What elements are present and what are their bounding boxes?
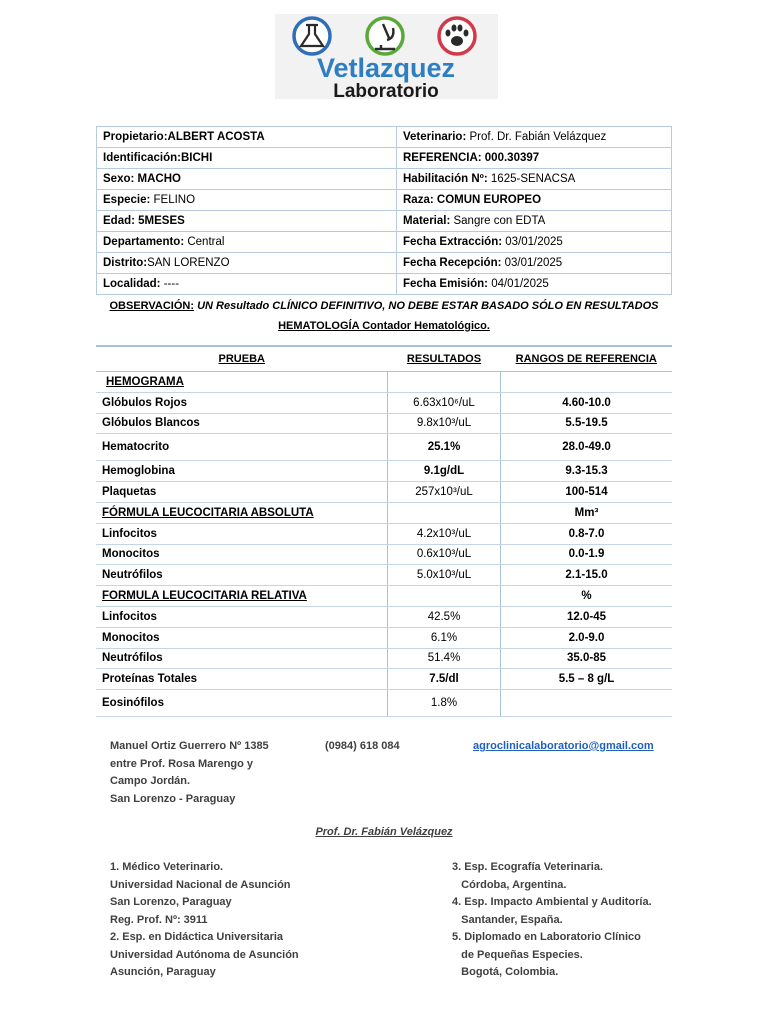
info-cell (397, 127, 672, 148)
test-result (388, 372, 501, 393)
info-cell (97, 127, 397, 148)
credential-line: Santander, España. (452, 913, 563, 926)
test-name: Eosinófilos (96, 690, 388, 717)
header-rangos: RANGOS DE REFERENCIA (501, 346, 673, 372)
info-value: Prof. Dr. Fabián Velázquez (466, 131, 607, 143)
result-row (96, 434, 672, 461)
info-value: 5MESES (134, 215, 185, 227)
credential-line: San Lorenzo, Paraguay (110, 896, 232, 908)
test-result: 6.1% (388, 627, 501, 648)
result-row (96, 523, 672, 544)
info-row (97, 148, 672, 169)
test-name: FORMULA LEUCOCITARIA RELATIVA (96, 586, 388, 607)
test-name: Hemoglobina (96, 461, 388, 482)
info-key: Especie: (103, 194, 151, 206)
result-row (96, 482, 672, 503)
info-key: Habilitación Nº: (403, 173, 488, 185)
info-value: FELINO (150, 194, 196, 206)
test-name: FÓRMULA LEUCOCITARIA ABSOLUTA (96, 502, 388, 523)
test-range: 12.0-45 (501, 606, 673, 627)
test-name: Glóbulos Rojos (96, 392, 388, 413)
test-result: 7.5/dl (388, 669, 501, 690)
info-key: Sexo: (103, 173, 135, 185)
test-name: Hematocrito (96, 434, 388, 461)
info-key: Fecha Recepción: (403, 257, 502, 269)
info-value: 1625-SENACSA (487, 173, 576, 185)
credential-line: Universidad Autónoma de Asunción (110, 948, 299, 961)
info-cell (97, 232, 397, 253)
observation-text: UN Resultado CLÍNICO DEFINITIVO, NO DEBE ESTAR BASADO SÓLO EN RESULTADOS (194, 300, 659, 312)
test-name: Glóbulos Blancos (96, 413, 388, 434)
credentials-right (452, 859, 652, 982)
info-value: BICHI (180, 152, 213, 164)
credential-line: Bogotá, Colombia. (452, 966, 559, 978)
credential-line: Córdoba, Argentina. (452, 878, 567, 891)
info-cell (97, 211, 397, 232)
test-result: 257x10³/uL (388, 482, 501, 503)
test-result (388, 586, 501, 607)
info-cell (97, 148, 397, 169)
test-name: Monocitos (96, 627, 388, 648)
credential-line: 5. Diplomado en Laboratorio Clínico (452, 931, 641, 943)
info-cell (397, 232, 672, 253)
observation-note (96, 300, 672, 312)
signature: Prof. Dr. Fabián Velázquez (315, 826, 453, 838)
info-cell (397, 190, 672, 211)
test-range (501, 372, 673, 393)
test-range: 5.5 – 8 g/L (501, 669, 673, 690)
info-cell (397, 148, 672, 169)
credential-line: Reg. Prof. Nº: 3911 (110, 913, 208, 926)
test-result: 9.8x10³/uL (388, 413, 501, 434)
test-result: 9.1g/dL (388, 461, 501, 482)
header-prueba: PRUEBA (96, 346, 388, 372)
result-row (96, 606, 672, 627)
observation-label: OBSERVACIÓN: (109, 300, 195, 312)
info-key: Edad: (103, 215, 135, 227)
info-value: MACHO (134, 173, 181, 185)
info-key: Identificación: (103, 152, 181, 164)
test-name: Proteínas Totales (96, 669, 388, 690)
test-result: 1.8% (388, 690, 501, 717)
info-cell (397, 253, 672, 274)
info-value: 04/01/2025 (488, 278, 549, 290)
test-name: Linfocitos (96, 523, 388, 544)
flask-icon (294, 18, 330, 54)
credential-line: 2. Esp. en Didáctica Universitaria (110, 931, 284, 943)
result-row (96, 502, 672, 523)
info-row (97, 127, 672, 148)
test-name: Monocitos (96, 544, 388, 565)
info-value: COMUN EUROPEO (433, 194, 542, 206)
credential-line: Universidad Nacional de Asunción (110, 878, 291, 891)
test-result: 4.2x10³/uL (388, 523, 501, 544)
test-range (501, 690, 673, 717)
test-result: 5.0x10³/uL (388, 565, 501, 586)
test-name: Neutrófilos (96, 648, 388, 669)
info-key: Propietario: (103, 131, 168, 143)
info-value: 03/01/2025 (502, 236, 563, 248)
info-row (97, 169, 672, 190)
result-row (96, 392, 672, 413)
info-row (97, 274, 672, 295)
info-row (97, 190, 672, 211)
credentials-left (110, 859, 299, 982)
result-row (96, 648, 672, 669)
info-cell (97, 253, 397, 274)
address-block (110, 738, 269, 808)
info-row (97, 232, 672, 253)
results-table (96, 345, 672, 717)
info-cell (97, 274, 397, 295)
email-link[interactable]: agroclinicalaboratorio@gmail.com (473, 740, 654, 752)
result-row (96, 372, 672, 393)
logo-subtitle: Laboratorio (333, 81, 439, 99)
result-row (96, 544, 672, 565)
info-cell (397, 274, 672, 295)
result-row (96, 461, 672, 482)
test-name: Linfocitos (96, 606, 388, 627)
header-resultados: RESULTADOS (388, 346, 501, 372)
info-key: Departamento: (103, 236, 185, 248)
test-range: 5.5-19.5 (501, 413, 673, 434)
info-key: Raza: (403, 194, 434, 206)
test-result (388, 502, 501, 523)
info-value: ALBERT ACOSTA (167, 131, 265, 143)
info-key: Material: (403, 215, 451, 227)
patient-info-table (96, 126, 672, 295)
address-line: San Lorenzo - Paraguay (110, 792, 236, 805)
info-value: 000.30397 (481, 152, 540, 164)
credential-line: 1. Médico Veterinario. (110, 861, 224, 873)
test-name: Plaquetas (96, 482, 388, 503)
info-value: SAN LORENZO (147, 257, 230, 269)
test-range: 4.60-10.0 (501, 392, 673, 413)
info-cell (97, 190, 397, 211)
info-key: Veterinario: (403, 131, 467, 143)
test-range: 2.1-15.0 (501, 565, 673, 586)
address-line: entre Prof. Rosa Marengo y (110, 757, 254, 770)
test-result: 25.1% (388, 434, 501, 461)
result-row (96, 586, 672, 607)
lab-logo (275, 14, 498, 99)
test-range: % (501, 586, 673, 607)
test-range: Mm³ (501, 502, 673, 523)
result-row (96, 627, 672, 648)
phone-number: (0984) 618 084 (325, 740, 400, 752)
test-name: Neutrófilos (96, 565, 388, 586)
info-cell (97, 169, 397, 190)
result-row (96, 413, 672, 434)
test-result: 42.5% (388, 606, 501, 627)
test-range: 35.0-85 (501, 648, 673, 669)
info-row (97, 253, 672, 274)
result-row (96, 565, 672, 586)
logo-brand: Vetlazquez (316, 53, 456, 83)
info-row (97, 211, 672, 232)
address-line: Manuel Ortiz Guerrero Nº 1385 (110, 740, 269, 752)
info-value: Central (184, 236, 225, 248)
test-range: 9.3-15.3 (501, 461, 673, 482)
credential-line: 4. Esp. Impacto Ambiental y Auditoría. (452, 896, 652, 908)
test-range: 2.0-9.0 (501, 627, 673, 648)
info-value: Sangre con EDTA (450, 215, 546, 227)
info-key: Distrito: (103, 257, 148, 269)
test-result: 0.6x10³/uL (388, 544, 501, 565)
info-value: 03/01/2025 (501, 257, 563, 269)
test-range: 28.0-49.0 (501, 434, 673, 461)
info-key: Localidad: (103, 278, 161, 290)
address-line: Campo Jordán. (110, 775, 191, 787)
credential-line: Asunción, Paraguay (110, 966, 216, 978)
info-value: ---- (160, 278, 180, 290)
test-range: 100-514 (501, 482, 673, 503)
test-result: 6.63x10⁶/uL (388, 392, 501, 413)
test-name: HEMOGRAMA (96, 372, 388, 393)
result-row (96, 669, 672, 690)
credential-line: 3. Esp. Ecografía Veterinaria. (452, 861, 604, 873)
result-row (96, 690, 672, 717)
hematology-title: HEMATOLOGÍA Contador Hematológico. (278, 320, 490, 332)
test-range: 0.0-1.9 (501, 544, 673, 565)
info-key: Fecha Extracción: (403, 236, 503, 248)
test-result: 51.4% (388, 648, 501, 669)
test-range: 0.8-7.0 (501, 523, 673, 544)
credential-line: de Pequeñas Especies. (452, 948, 583, 961)
info-cell (397, 169, 672, 190)
info-key: REFERENCIA: (403, 152, 482, 164)
info-key: Fecha Emisión: (403, 278, 488, 290)
info-cell (397, 211, 672, 232)
